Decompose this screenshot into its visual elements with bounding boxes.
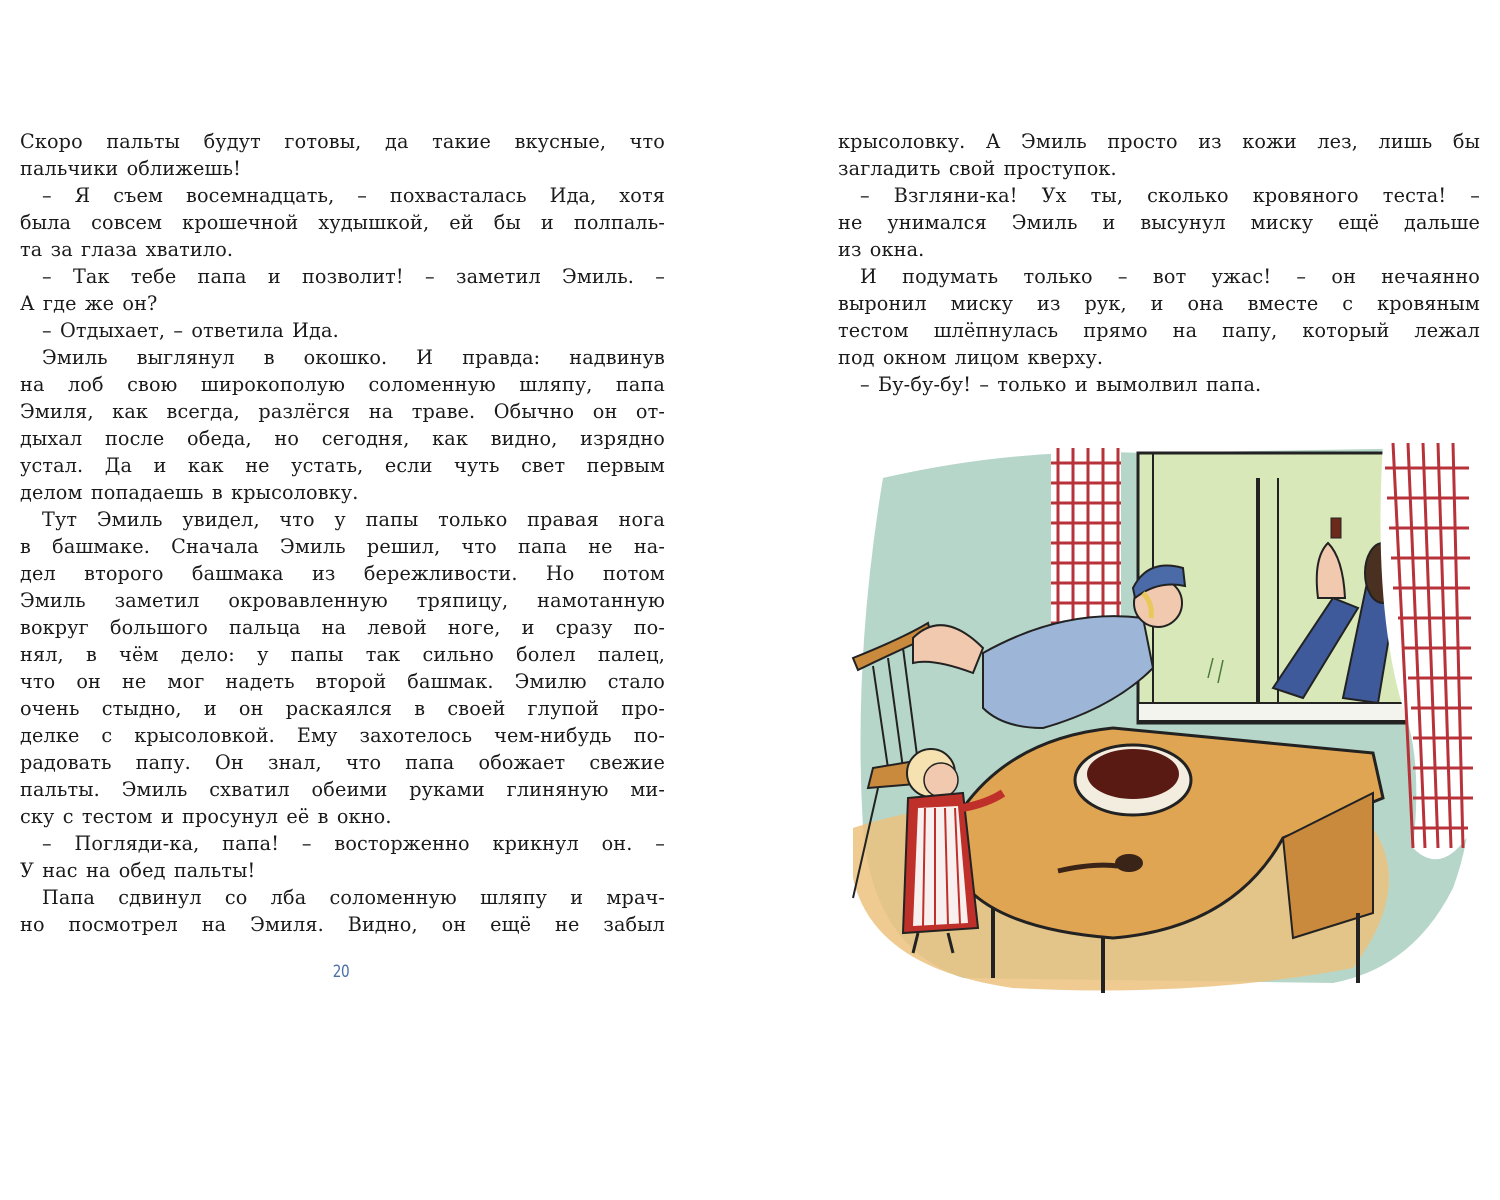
text-line: делке с крысоловкой. Ему захотелось чем-нибудь по- — [20, 724, 665, 747]
text-line: не унимался Эмиль и высунул миску ещё дальше — [838, 211, 1480, 234]
text-line: Эмиль выглянул в окошко. И правда: надвинув — [42, 346, 665, 369]
illustration-drawing — [813, 408, 1500, 1006]
text-line: – Погляди-ка, папа! – восторженно крикнул он. – — [42, 832, 665, 855]
text-line: вокруг большого пальца на левой ноге, и сразу по- — [20, 616, 665, 639]
page-number: 20 — [332, 962, 350, 982]
text-line: под окном лицом кверху. — [838, 346, 1104, 369]
text-line: И подумать только – вот ужас! – он нечаянно — [860, 265, 1480, 288]
text-line: тестом шлёпнулась прямо на папу, который лежал — [838, 319, 1480, 342]
text-line: Эмиля, как всегда, разлёгся на траве. Обычно он от- — [20, 400, 665, 423]
text-line: делом попадаешь в крысоловку. — [20, 481, 359, 504]
text-line: в башмаке. Сначала Эмиль решил, что папа не на- — [20, 535, 665, 558]
left-page — [20, 128, 665, 938]
text-line: очень стыдно, и он раскаялся в своей глупой про- — [20, 697, 665, 720]
text-line: была совсем крошечной худышкой, ей бы и полпаль- — [20, 211, 665, 234]
text-line: Скоро пальты будут готовы, да такие вкусные, что — [20, 130, 665, 153]
text-line: что он не мог надеть второй башмак. Эмилю стало — [20, 670, 665, 693]
text-line: – Взгляни-ка! Ух ты, сколько кровяного теста! – — [860, 184, 1480, 207]
text-line: – Бу-бу-бу! – только и вымолвил папа. — [860, 373, 1262, 396]
text-line: дел второго башмака из бережливости. Но потом — [20, 562, 665, 585]
text-line: крысоловку. А Эмиль просто из кожи лез, лишь бы — [838, 130, 1480, 153]
text-line: ску с тестом и просунул её в окно. — [20, 805, 392, 828]
text-line: Папа сдвинул со лба соломенную шляпу и мрач- — [42, 886, 665, 909]
illustration — [813, 408, 1500, 1006]
text-line: А где же он? — [20, 292, 158, 315]
text-line: пальты. Эмиль схватил обеими руками глиняную ми- — [20, 778, 665, 801]
text-line: но посмотрел на Эмиля. Видно, он ещё не забыл — [20, 913, 665, 936]
text-line: радовать папу. Он знал, что папа обожает свежие — [20, 751, 665, 774]
text-line: устал. Да и как не устать, если чуть свет первым — [20, 454, 665, 477]
text-line: из окна. — [838, 238, 925, 261]
text-line: выронил миску из рук, и она вместе с кровяным — [838, 292, 1480, 315]
text-line: та за глаза хватило. — [20, 238, 234, 261]
text-line: Тут Эмиль увидел, что у папы только правая нога — [42, 508, 665, 531]
text-line: нял, в чём дело: у папы так сильно болел палец, — [20, 643, 665, 666]
text-line: Эмиль заметил окровавленную тряпицу, намотанную — [20, 589, 665, 612]
text-line: – Так тебе папа и позволит! – заметил Эмиль. – — [42, 265, 665, 288]
text-line: – Отдыхает, – ответила Ида. — [42, 319, 339, 342]
text-line: на лоб свою широкополую соломенную шляпу, папа — [20, 373, 665, 396]
text-line: пальчики оближешь! — [20, 157, 241, 180]
right-page — [838, 128, 1480, 398]
text-line: – Я съем восемнадцать, – похвасталась Ида, хотя — [42, 184, 665, 207]
text-line: У нас на обед пальты! — [20, 859, 256, 882]
text-line: дыхал после обеда, но сегодня, как видно, изрядно — [20, 427, 665, 450]
text-line: загладить свой проступок. — [838, 157, 1117, 180]
